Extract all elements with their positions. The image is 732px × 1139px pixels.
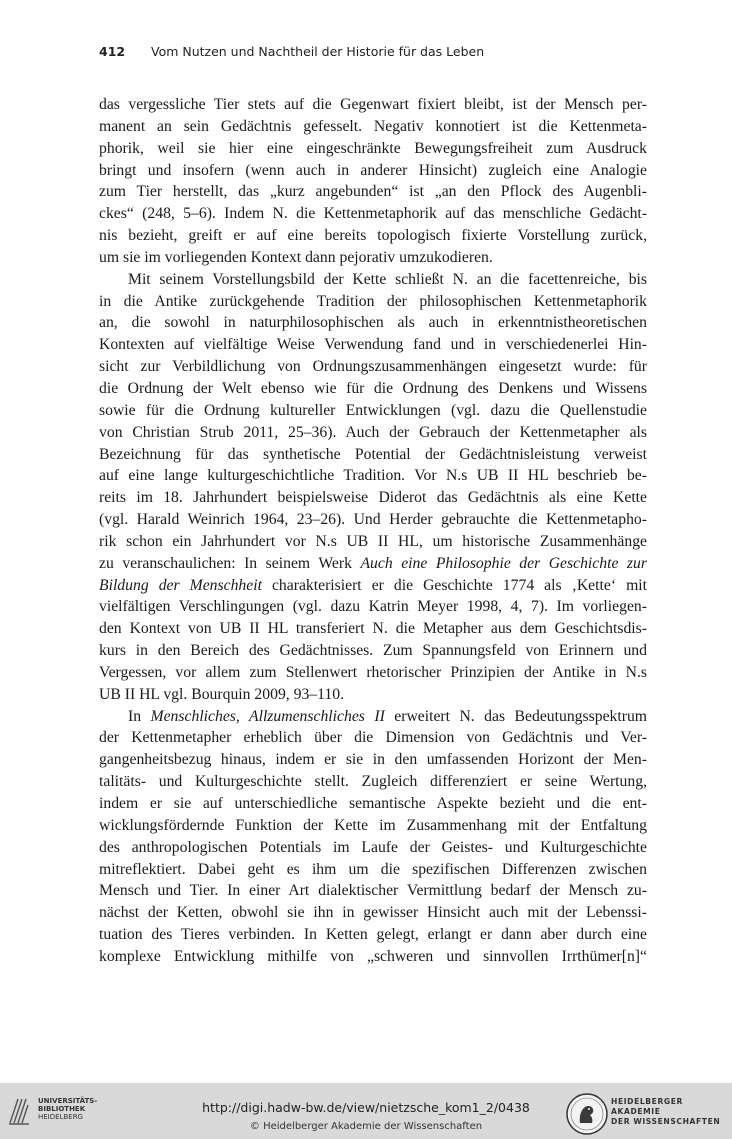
text-line: manent an sein Gedächtnis gefesselt. Negativ konnotiert ist die Kettenmeta-: [99, 117, 647, 135]
text-line: Bezeichnung für das synthetische Potential der Gedächtnisleistung verweist: [99, 445, 647, 463]
page-number: 412: [99, 44, 126, 59]
text-line: zum Tier herstellt, das „kurz angebunden“ ist „an den Pflock des Augenbli-: [99, 183, 647, 201]
academy-name-line: DER WISSENSCHAFTEN: [611, 1117, 721, 1126]
text-line: indem er sie auf unterschiedliche semantische Aspekte bezieht und die ent-: [99, 795, 647, 812]
text-line: auf eine lange kulturgeschichtliche Tradition. Vor N.s UB II HL beschrieb be-: [99, 467, 647, 485]
text-segment: zu veranschaulichen: In seinem Werk: [99, 554, 361, 572]
text-line: des anthropologischen Potentials im Laufe der Geistes- und Kulturgeschichte: [99, 838, 647, 856]
library-name-line: UNIVERSITÄTS-: [38, 1097, 98, 1105]
text-line: sicht zur Verbildlichung von Ordnungszusammenhängen eingesetzt wurde: für: [99, 358, 647, 376]
text-segment: erweitert N. das Bedeutungsspektrum: [384, 707, 647, 725]
text-line: nis bezieht, greift er auf eine bereits topologisch fixierte Vorstellung zurück,: [99, 227, 647, 245]
source-url[interactable]: http://digi.hadw-bw.de/view/nietzsche_kom1_2/0438: [202, 1100, 530, 1115]
text-line: [99, 706, 647, 728]
text-line: den Kontext von UB II HL transferiert N. die Metapher aus dem Geschichtsdis-: [99, 620, 647, 638]
text-line: reits im 18. Jahrhundert beispielsweise Diderot das Gedächtnis als eine Kette: [99, 489, 647, 507]
text-line: vielfältigen Verschlingungen (vgl. dazu Katrin Meyer 1998, 4, 7). Im vorliegen-: [99, 598, 647, 616]
text-line: phorik, weil sie hier eine eingeschränkte Bewegungsfreiheit zum Ausdruck: [99, 139, 647, 157]
copyright-notice: © Heidelberger Akademie der Wissenschaften: [249, 1121, 483, 1132]
text-line: nächst der Ketten, obwohl sie ihn in gewisser Hinsicht auch mit der Lebenssi-: [99, 904, 647, 922]
text-segment: charakterisiert er die Geschichte 1774 als ‚Kette‘ mit: [261, 576, 647, 594]
text-line: sowie für die Ordnung kultureller Entwicklungen (vgl. dazu die Quellenstudie: [99, 401, 647, 419]
book-title: Bildung der Menschheit: [99, 576, 262, 594]
text-line: Mit seinem Vorstellungsbild der Kette schließt N. an die facettenreiche, bis: [128, 270, 647, 288]
text-line: (vgl. Harald Weinrich 1964, 23–26). Und Herder gebrauchte die Kettenmetapho-: [99, 511, 647, 529]
text-line: der Kettenmetapher erheblich über die Dimension von Gedächtnis und Ver-: [99, 729, 647, 747]
academy-name-line: HEIDELBERGER AKADEMIE: [611, 1097, 683, 1116]
text-line: wicklungsfördernde Funktion der Kette im Zusammenhang mit der Entfaltung: [99, 816, 647, 834]
text-line: Kontexten auf vielfältige Weise Verwendung fand und in verschiedenerlei Hin-: [99, 336, 647, 354]
text-line: [99, 575, 647, 597]
text-line: kurs in den Bereich des Gedächtnisses. Zum Spannungsfeld von Erinnern und: [99, 642, 647, 660]
text-line: gangenheitsbezug hinaus, indem er sie in den umfassenden Horizont der Men-: [99, 751, 647, 769]
body-text: [99, 94, 647, 968]
text-line: tuation des Tieres verbinden. In Ketten gelegt, erlangt er dann aber durch eine: [99, 926, 647, 944]
text-line: Mensch und Tier. In einer Art dialektischer Vermittlung bedarf der Mensch zu-: [99, 882, 647, 900]
text-line: um sie im vorliegenden Kontext dann pejorativ umzukodieren.: [99, 248, 493, 266]
library-name-line: BIBLIOTHEK: [38, 1105, 86, 1113]
text-line: in die Antike zurückgehende Tradition der philosophischen Kettenmetaphorik: [99, 292, 647, 310]
book-title: Menschliches, Allzumenschliches II: [150, 707, 385, 725]
text-line: rik schon ein Jahrhundert vor N.s UB II HL, um historische Zusammenhänge: [99, 532, 647, 550]
running-header: [99, 44, 659, 66]
text-line: die Ordnung der Welt ebenso wie für die Ordnung des Denkens und Wissens: [99, 379, 647, 397]
text-line: UB II HL vgl. Bourquin 2009, 93–110.: [99, 685, 345, 703]
digitization-footer: [0, 1083, 732, 1139]
text-line: Vergessen, vor allem zum Stellenwert rhetorischer Prinzipien der Antike in N.s: [99, 663, 647, 681]
text-line: bringt und insofern (wenn auch in anderer Hinsicht) zugleich eine Analogie: [99, 161, 647, 179]
text-line: komplexe Entwicklung mithilfe von „schweren und sinnvollen Irrthümer[n]“: [99, 947, 647, 965]
text-line: das vergessliche Tier stets auf die Gegenwart fixiert bleibt, ist der Mensch per-: [99, 96, 647, 113]
running-title: Vom Nutzen und Nachtheil der Historie für das Leben: [150, 44, 485, 59]
text-line: an, die sowohl in naturphilosophischen als auch in erkenntnistheoretischen: [99, 314, 647, 332]
text-line: [99, 553, 647, 575]
text-line: von Christian Strub 2011, 25–36). Auch der Gebrauch der Kettenmetapher als: [99, 423, 647, 441]
library-name-line: HEIDELBERG: [38, 1113, 83, 1121]
text-line: ckes“ (248, 5–6). Indem N. die Kettenmetaphorik auf das menschliche Gedächt-: [99, 205, 647, 223]
text-segment: In: [128, 707, 151, 725]
academy-seal-icon: [565, 1092, 609, 1136]
book-title: Auch eine Philosophie der Geschichte zur: [360, 554, 647, 572]
text-line: talitäts- und Kulturgeschichte stellt. Zugleich differenziert er seine Wertung,: [99, 773, 647, 791]
text-line: mitreflektiert. Dabei geht es ihm um die spezifischen Differenzen zwischen: [99, 860, 647, 878]
